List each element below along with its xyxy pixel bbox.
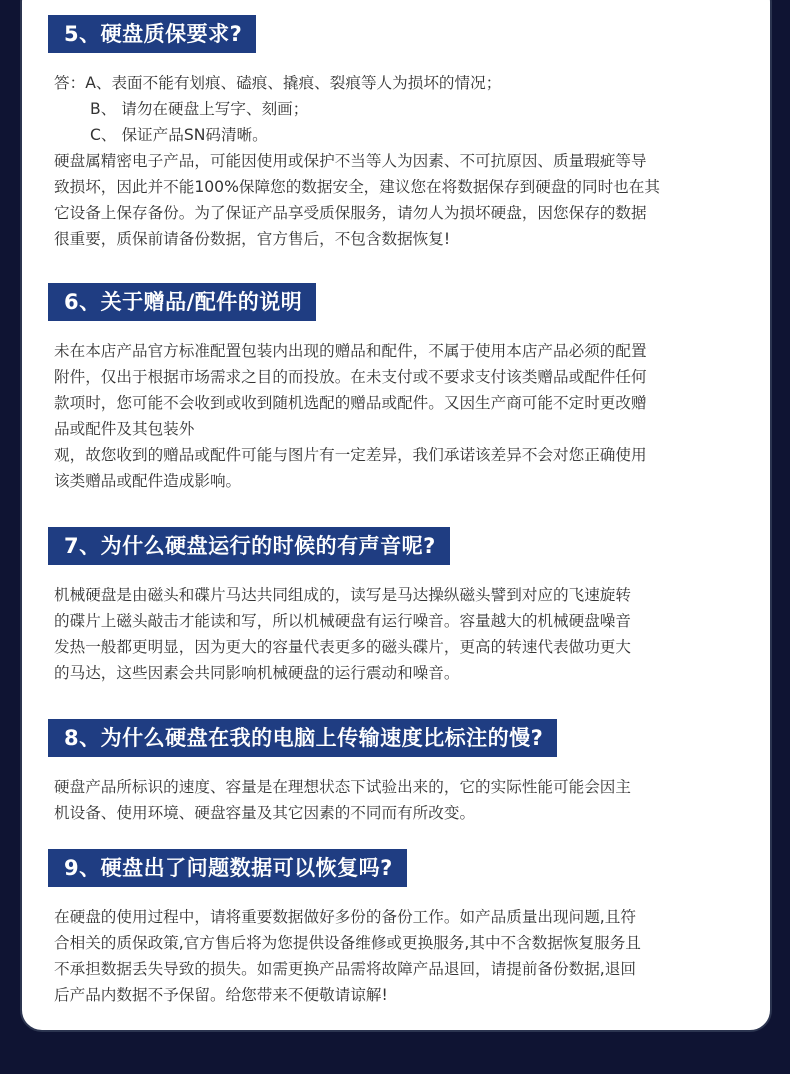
section-warranty (48, 15, 754, 252)
section-heading: 9、硬盘出了问题数据可以恢复吗? (48, 849, 407, 887)
text-line: 未在本店产品官方标准配置包装内出现的赠品和配件，不属于使用本店产品必须的配置 (54, 342, 647, 360)
section-heading: 7、为什么硬盘运行的时候的有声音呢? (48, 527, 450, 565)
section-recovery (48, 849, 754, 1008)
section-body (48, 774, 754, 826)
text-line: 机械硬盘是由磁头和碟片马达共同组成的，读写是马达操纵磁头譬到对应的飞速旋转 (54, 586, 631, 604)
text-line: 它设备上保存备份。为了保证产品享受质保服务，请勿人为损坏硬盘，因您保存的数据 (54, 204, 647, 222)
text-line: 的马达，这些因素会共同影响机械硬盘的运行震动和噪音。 (54, 664, 460, 682)
text-line: 款项时，您可能不会收到或收到随机选配的赠品或配件。又因生产商可能不定时更改赠 (54, 394, 647, 412)
section-heading: 5、硬盘质保要求? (48, 15, 256, 53)
section-heading: 8、为什么硬盘在我的电脑上传输速度比标注的慢? (48, 719, 557, 757)
text-line: 硬盘属精密电子产品，可能因使用或保护不当等人为因素、不可抗原因、质量瑕疵等导 (54, 152, 647, 170)
text-line: 后产品内数据不予保留。给您带来不便敬请谅解! (54, 986, 388, 1004)
section-body (48, 582, 754, 686)
section-body (48, 904, 754, 1008)
section-noise (48, 527, 754, 686)
text-line: C、 保证产品SN码清晰。 (90, 126, 268, 144)
text-line: 很重要，质保前请备份数据，官方售后，不包含数据恢复! (54, 230, 451, 248)
text-line: 发热一般都更明显，因为更大的容量代表更多的磁头碟片，更高的转速代表做功更大 (54, 638, 631, 656)
text-line: 该类赠品或配件造成影响。 (54, 472, 242, 490)
section-heading: 6、关于赠品/配件的说明 (48, 283, 316, 321)
text-line: 观，故您收到的赠品或配件可能与图片有一定差异，我们承诺该差异不会对您正确使用 (54, 446, 647, 464)
text-line: 机设备、使用环境、硬盘容量及其它因素的不同而有所改变。 (54, 804, 476, 822)
section-body (48, 338, 754, 494)
text-line: 致损坏，因此并不能100%保障您的数据安全，建议您在将数据保存到硬盘的同时也在其 (54, 178, 660, 196)
section-speed (48, 719, 754, 826)
text-line: 在硬盘的使用过程中，请将重要数据做好多份的备份工作。如产品质量出现问题,且符 (54, 908, 636, 926)
section-body (48, 70, 754, 252)
text-line: 不承担数据丢失导致的损失。如需更换产品需将故障产品退回，请提前备份数据,退回 (54, 960, 636, 978)
text-line: 答：A、表面不能有划痕、磕痕、撬痕、裂痕等人为损坏的情况； (54, 74, 502, 92)
text-line: 合相关的质保政策,官方售后将为您提供设备维修或更换服务,其中不含数据恢复服务且 (54, 934, 641, 952)
text-line: 的碟片上磁头敲击才能读和写，所以机械硬盘有运行噪音。容量越大的机械硬盘噪音 (54, 612, 631, 630)
section-gifts (48, 283, 754, 494)
text-line: 品或配件及其包装外 (54, 420, 195, 438)
text-line: 附件，仅出于根据市场需求之目的而投放。在未支付或不要求支付该类赠品或配件任何 (54, 368, 647, 386)
text-line: B、 请勿在硬盘上写字、刻画； (90, 100, 309, 118)
text-line: 硬盘产品所标识的速度、容量是在理想状态下试验出来的，它的实际性能可能会因主 (54, 778, 631, 796)
